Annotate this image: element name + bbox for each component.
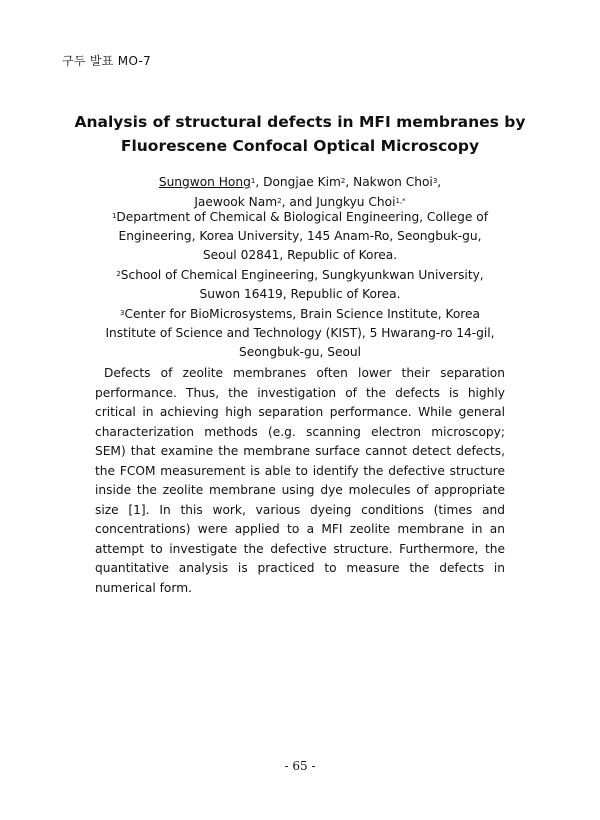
author-name: Nakwon Choi	[353, 175, 433, 189]
author-3	[353, 175, 441, 189]
author-name: Jaewook Nam	[194, 195, 278, 209]
author-separator: ,	[255, 175, 264, 189]
affiliation-text: Center for BioMicrosystems, Brain Science Institute, Korea Institute of Science and Technology (KIST), 5 Hwarang-ro 14-gil, Seongbuk-gu, Seoul	[105, 307, 495, 359]
title-line-2: Fluorescene Confocal Optical Microscopy	[120, 137, 480, 155]
author-affil-mark: 3	[432, 177, 438, 185]
affiliations	[100, 208, 500, 363]
author-2	[263, 175, 353, 189]
author-separator: ,	[437, 175, 442, 189]
affiliation-mark: 2	[116, 270, 121, 278]
author-affil-mark: 2	[340, 177, 346, 185]
affiliation-mark: 1	[111, 212, 117, 220]
author-4	[194, 195, 316, 209]
author-name: Jungkyu Choi	[316, 195, 396, 209]
author-1	[159, 175, 263, 189]
affiliation-2	[100, 266, 500, 304]
affiliation-text: Department of Chemical & Biological Engineering, College of Engineering, Korea University, 145 Anam-Ro, Seongbuk-gu, Seoul 02841, Republic of Korea.	[116, 210, 489, 262]
title-line-1: Analysis of structural defects in MFI membranes by	[74, 113, 526, 131]
author-line-1	[0, 172, 600, 192]
author-separator: ,	[345, 175, 354, 189]
paper-title	[0, 110, 600, 158]
author-affil-mark: 1,*	[395, 197, 406, 205]
affiliation-mark: 3	[119, 309, 125, 317]
session-label: 구두 발표 MO-7	[62, 54, 152, 68]
affiliation-3	[100, 305, 500, 362]
author-5	[316, 195, 405, 209]
author-name: Sungwon Hong	[158, 175, 251, 189]
affiliation-1	[100, 208, 500, 265]
abstract-paragraph: Defects of zeolite membranes often lower their separation performance. Thus, the investigation of the defects is highly critical in achieving high separation performance. While general characterization methods (e.g. scanning electron microscopy; SEM) that examine the membrane surface cannot detect defects, the FCOM measurement is able to identify the defective structure inside the zeolite membrane using dye molecules of appropriate size [1]. In this work, various dyeing conditions (times and concentrations) were applied to a MFI zeolite membrane in an attempt to investigate the defective structure. Furthermore, the quantitative analysis is practiced to measure the defects in numerical form.	[95, 366, 505, 595]
author-list	[0, 172, 600, 212]
author-name: Dongjae Kim	[263, 175, 341, 189]
author-separator: , and	[281, 195, 317, 209]
author-affil-mark: 2	[277, 197, 282, 205]
affiliation-text: School of Chemical Engineering, Sungkyunkwan University, Suwon 16419, Republic of Korea.	[120, 268, 484, 301]
page-number: - 65 -	[284, 759, 316, 773]
author-affil-mark: 1	[250, 177, 256, 185]
